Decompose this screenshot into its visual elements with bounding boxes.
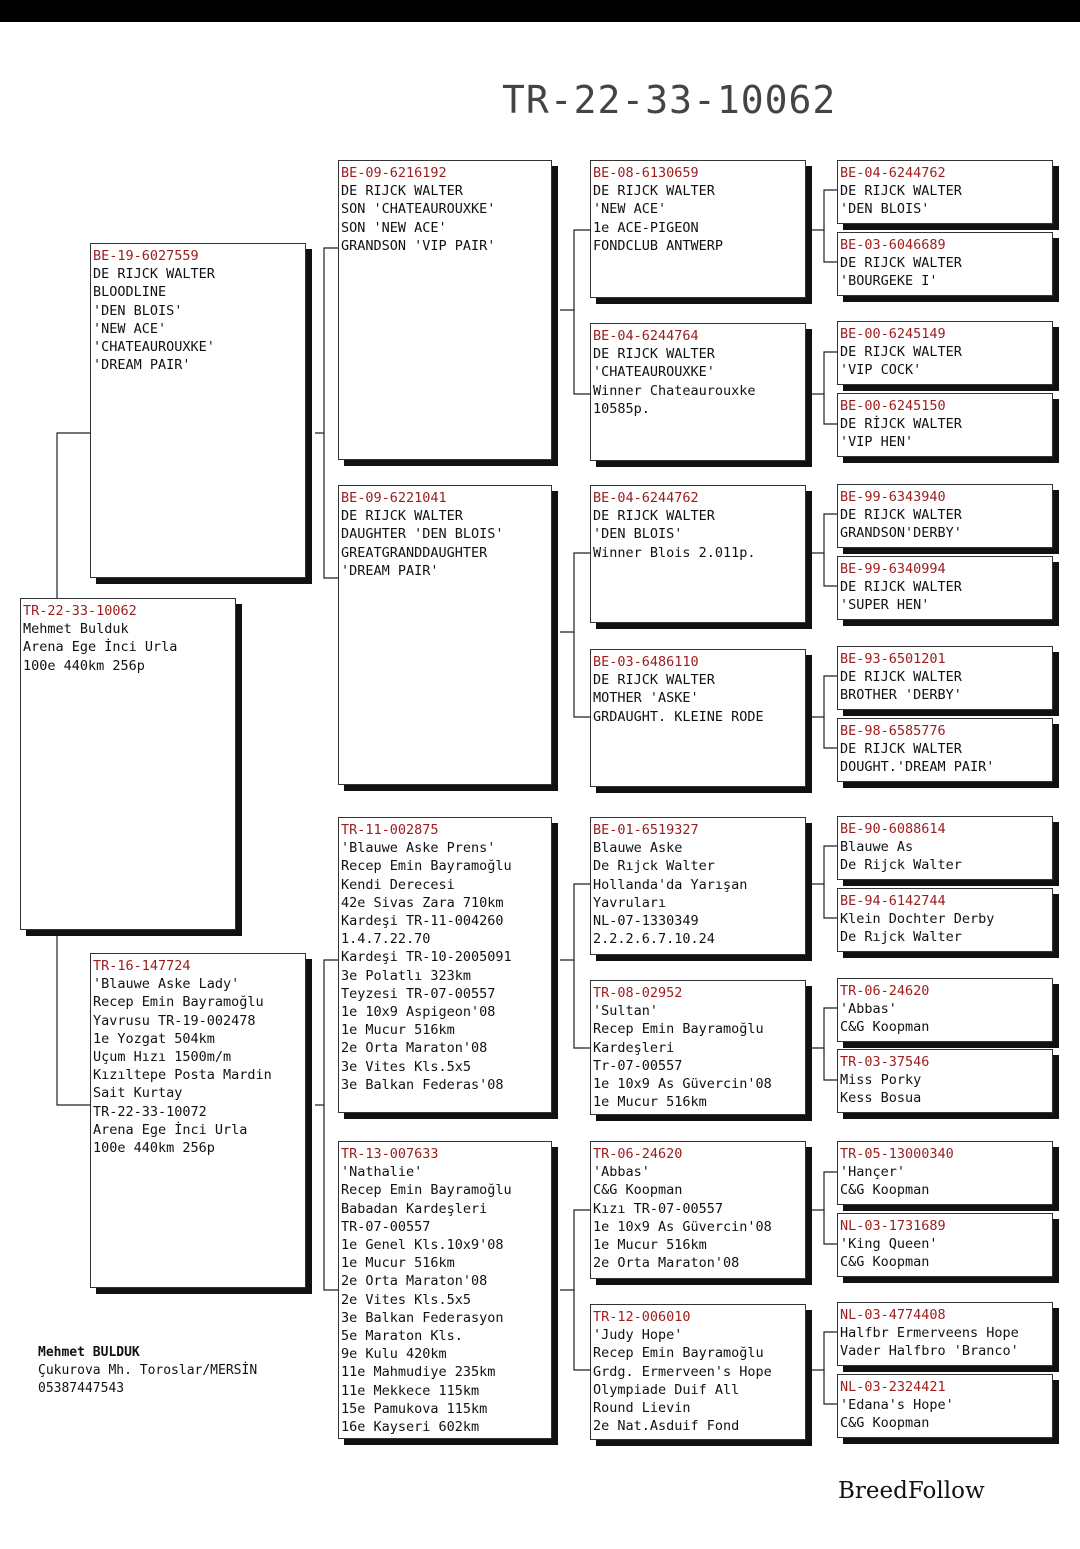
pedigree-card-g4[interactable]	[837, 646, 1053, 710]
card-line: Recep Emin Bayramoğlu	[593, 1021, 764, 1038]
ring-number: BE-98-6585776	[840, 723, 946, 739]
ring-number: BE-99-6343940	[840, 489, 946, 505]
owner-info	[38, 1344, 257, 1398]
card-line: 'DEN BLOIS'	[593, 526, 683, 543]
card-line: 16e Kayseri 602km	[341, 1419, 480, 1436]
card-line: C&G Koopman	[840, 1019, 930, 1036]
card-line: Kendi Derecesi	[341, 876, 455, 893]
pedigree-card-g4[interactable]	[837, 1049, 1053, 1113]
card-line: TR-07-00557	[341, 1218, 431, 1235]
card-line: 'NEW ACE'	[593, 201, 667, 218]
card-line: 2.2.2.6.7.10.24	[593, 931, 715, 948]
card-line: 1e Mucur 516km	[593, 1094, 707, 1111]
ring-number: BE-93-6501201	[840, 651, 946, 667]
card-line: Yavrusu TR-19-002478	[93, 1012, 256, 1029]
card-line: C&G Koopman	[593, 1182, 683, 1199]
ring-number: BE-00-6245149	[840, 326, 946, 342]
card-line: 2e Vites Kls.5x5	[341, 1291, 472, 1308]
card-line: GREATGRANDDAUGHTER	[341, 544, 488, 561]
card-line: 'DREAM PAIR'	[93, 357, 191, 374]
card-line: 'Hançer'	[840, 1164, 906, 1181]
pedigree-card-g3[interactable]	[590, 323, 806, 461]
card-line: DE RIJCK WALTER	[93, 266, 215, 283]
pedigree-card-g3[interactable]	[590, 649, 806, 787]
card-line: 5e Maraton Kls.	[341, 1328, 463, 1345]
card-line: 1e Mucur 516km	[593, 1237, 707, 1254]
owner-name: Mehmet BULDUK	[38, 1345, 140, 1360]
card-line: Recep Emin Bayramoğlu	[93, 994, 264, 1011]
card-line: 1e ACE-PIGEON	[593, 219, 699, 236]
ring-number: BE-09-6216192	[341, 165, 447, 181]
card-line: GRDAUGHT. KLEINE RODE	[593, 708, 764, 725]
card-line: Teyzesi TR-07-00557	[341, 985, 496, 1002]
pedigree-card-g4[interactable]	[837, 232, 1053, 296]
card-line: Miss Porky	[840, 1072, 922, 1089]
card-line: Kızıltepe Posta Mardin	[93, 1067, 272, 1084]
ring-number: TR-22-33-10062	[23, 603, 137, 619]
ring-number: BE-01-6519327	[593, 822, 699, 838]
card-line: 42e Sivas Zara 710km	[341, 894, 504, 911]
card-line: 'VIP COCK'	[840, 362, 922, 379]
pedigree-card-g4[interactable]	[837, 393, 1053, 457]
pedigree-card-g2[interactable]	[338, 160, 552, 460]
card-line: 3e Vites Kls.5x5	[341, 1058, 472, 1075]
ring-number: BE-08-6130659	[593, 165, 699, 181]
owner-address: Çukurova Mh. Toroslar/MERSİN	[38, 1363, 258, 1378]
card-line: 'Blauwe Aske Prens'	[341, 840, 496, 857]
card-line: Kardeşi TR-10-2005091	[341, 949, 512, 966]
card-line: Kızı TR-07-00557	[593, 1200, 724, 1217]
card-line: Blauwe Aske	[593, 840, 683, 857]
card-line: Olympiade Duif All	[593, 1381, 740, 1398]
card-line: 'Sultan'	[593, 1003, 659, 1020]
ring-number: TR-03-37546	[840, 1054, 930, 1070]
card-line: 'DEN BLOIS'	[93, 302, 183, 319]
card-line: 'DREAM PAIR'	[341, 562, 439, 579]
pedigree-card-subject[interactable]	[20, 598, 236, 930]
ring-number: BE-04-6244762	[593, 490, 699, 506]
card-line: 1e Mucur 516km	[341, 1255, 455, 1272]
pedigree-card-g2[interactable]	[338, 485, 552, 785]
card-line: Winner Chateaurouxke	[593, 382, 756, 399]
card-line: 1.4.7.22.70	[341, 931, 431, 948]
ring-number: BE-04-6244764	[593, 328, 699, 344]
card-line: 2e Orta Maraton'08	[341, 1273, 488, 1290]
card-line: 1e Mucur 516km	[341, 1022, 455, 1039]
card-line: Round Lievin	[593, 1400, 691, 1417]
card-line: Arena Ege İnci Urla	[23, 639, 178, 656]
card-line: 'NEW ACE'	[93, 320, 167, 337]
card-line: BROTHER 'DERBY'	[840, 687, 962, 704]
ring-number: NL-03-2324421	[840, 1379, 946, 1395]
card-line: Arena Ege İnci Urla	[93, 1121, 248, 1138]
card-line: 'CHATEAUROUXKE'	[93, 339, 215, 356]
pedigree-card-g4[interactable]	[837, 1374, 1053, 1438]
card-line: 3e Balkan Federas'08	[341, 1076, 504, 1093]
card-line: Sait Kurtay	[93, 1085, 183, 1102]
ring-number: BE-03-6046689	[840, 237, 946, 253]
card-line: Babadan Kardeşleri	[341, 1200, 488, 1217]
card-line: 2e Orta Maraton'08	[341, 1040, 488, 1057]
card-line: DE RIJCK WALTER	[840, 183, 962, 200]
card-line: 9e Kulu 420km	[341, 1346, 447, 1363]
card-line: 100e 440km 256p	[23, 657, 145, 674]
card-line: 3e Balkan Federasyon	[341, 1309, 504, 1326]
ring-number: TR-06-24620	[840, 983, 930, 999]
card-line: DE RIJCK WALTER	[593, 183, 715, 200]
card-line: DE RIJCK WALTER	[593, 672, 715, 689]
card-line: 2e Orta Maraton'08	[593, 1255, 740, 1272]
card-line: Kardeşleri	[593, 1039, 675, 1056]
card-line: Recep Emin Bayramoğlu	[341, 858, 512, 875]
card-line: 11e Mahmudiye 235km	[341, 1364, 496, 1381]
card-line: SON 'CHATEAUROUXKE'	[341, 201, 496, 218]
brand-logo: BreedFollow	[838, 1478, 985, 1504]
card-line: 'Judy Hope'	[593, 1327, 683, 1344]
pedigree-card-g2[interactable]	[338, 1141, 552, 1439]
ring-number: BE-90-6088614	[840, 821, 946, 837]
pedigree-card-g4[interactable]	[837, 978, 1053, 1042]
ring-number: BE-00-6245150	[840, 398, 946, 414]
ring-number: TR-13-007633	[341, 1146, 439, 1162]
ring-number: TR-05-13000340	[840, 1146, 954, 1162]
card-line: Klein Dochter Derby	[840, 911, 995, 928]
card-line: Hollanda'da Yarışan	[593, 876, 748, 893]
ring-number: TR-11-002875	[341, 822, 439, 838]
card-line: BLOODLINE	[93, 284, 167, 301]
card-line: MOTHER 'ASKE'	[593, 690, 699, 707]
card-line: SON 'NEW ACE'	[341, 219, 447, 236]
card-line: Vader Halfbro 'Branco'	[840, 1343, 1019, 1360]
card-line: DE RİJCK WALTER	[840, 416, 962, 433]
card-line: 10585p.	[593, 400, 650, 417]
pedigree-card-g4[interactable]	[837, 1302, 1053, 1366]
card-line: 11e Mekkece 115km	[341, 1382, 480, 1399]
ring-number: BE-04-6244762	[840, 165, 946, 181]
owner-phone[interactable]: 05387447543	[38, 1381, 125, 1396]
card-line: DE RIJCK WALTER	[840, 741, 962, 758]
card-line: C&G Koopman	[840, 1254, 930, 1271]
card-line: Grdg. Ermerveen's Hope	[593, 1363, 772, 1380]
card-line: DE RIJCK WALTER	[593, 346, 715, 363]
card-line: 'SUPER HEN'	[840, 597, 930, 614]
card-line: 'DEN BLOIS'	[840, 201, 930, 218]
ring-number: NL-03-4774408	[840, 1307, 946, 1323]
card-line: DE RIJCK WALTER	[593, 508, 715, 525]
pedigree-card-g3[interactable]	[590, 1141, 806, 1279]
pedigree-card-g3[interactable]	[590, 1304, 806, 1440]
ring-number: BE-09-6221041	[341, 490, 447, 506]
card-line: 3e Polatlı 323km	[341, 967, 472, 984]
card-line: DE RIJCK WALTER	[840, 344, 962, 361]
pedigree-card-g4[interactable]	[837, 484, 1053, 548]
card-line: FONDCLUB ANTWERP	[593, 237, 724, 254]
card-line: 'Blauwe Aske Lady'	[93, 976, 240, 993]
card-line: Mehmet Bulduk	[23, 621, 129, 638]
pedigree-card-g3[interactable]	[590, 817, 806, 955]
card-line: DE RIJCK WALTER	[840, 255, 962, 272]
card-line: C&G Koopman	[840, 1415, 930, 1432]
card-line: DE RIJCK WALTER	[341, 183, 463, 200]
card-line: DE RIJCK WALTER	[840, 669, 962, 686]
card-line: 2e Nat.Asduif Fond	[593, 1418, 740, 1435]
pedigree-card-g4[interactable]	[837, 321, 1053, 385]
card-line: 'Nathalie'	[341, 1164, 423, 1181]
pedigree-card-g3[interactable]	[590, 980, 806, 1115]
pedigree-card-g4[interactable]	[837, 1141, 1053, 1205]
ring-number: BE-99-6340994	[840, 561, 946, 577]
card-line: Halfbr Ermerveens Hope	[840, 1325, 1019, 1342]
card-line: 'Abbas'	[840, 1001, 897, 1018]
card-line: 'CHATEAUROUXKE'	[593, 364, 715, 381]
pedigree-card-g3[interactable]	[590, 160, 806, 298]
card-line: 1e 10x9 As Güvercin'08	[593, 1076, 772, 1093]
ring-number: BE-94-6142744	[840, 893, 946, 909]
card-line: DE RIJCK WALTER	[840, 579, 962, 596]
card-line: Kardeşi TR-11-004260	[341, 913, 504, 930]
card-line: 15e Pamukova 115km	[341, 1400, 488, 1417]
card-line: 100e 440km 256p	[93, 1140, 215, 1157]
pedigree-card-g4[interactable]	[837, 888, 1053, 952]
card-line: Yavruları	[593, 894, 667, 911]
card-line: 1e Genel Kls.10x9'08	[341, 1237, 504, 1254]
ring-number: BE-03-6486110	[593, 654, 699, 670]
pedigree-card-dam[interactable]	[90, 953, 306, 1288]
pedigree-card-g4[interactable]	[837, 556, 1053, 620]
pedigree-card-g4[interactable]	[837, 718, 1053, 782]
card-line: Blauwe As	[840, 839, 914, 856]
card-line: Recep Emin Bayramoğlu	[341, 1182, 512, 1199]
card-line: 'Abbas'	[593, 1164, 650, 1181]
card-line: 1e 10x9 As Güvercin'08	[593, 1218, 772, 1235]
ring-number: TR-08-02952	[593, 985, 683, 1001]
card-line: DOUGHT.'DREAM PAIR'	[840, 759, 995, 776]
card-line: Tr-07-00557	[593, 1057, 683, 1074]
pedigree-card-g4[interactable]	[837, 1213, 1053, 1277]
card-line: Winner Blois 2.011p.	[593, 544, 756, 561]
card-line: GRANDSON'DERBY'	[840, 525, 962, 542]
page-title: TR-22-33-10062	[502, 78, 837, 122]
ring-number: BE-19-6027559	[93, 248, 199, 264]
card-line: C&G Koopman	[840, 1182, 930, 1199]
ring-number: TR-12-006010	[593, 1309, 691, 1325]
card-line: 'VIP HEN'	[840, 434, 914, 451]
card-line: Recep Emin Bayramoğlu	[593, 1345, 764, 1362]
card-line: DAUGHTER 'DEN BLOIS'	[341, 526, 504, 543]
card-line: De Rıjck Walter	[593, 858, 715, 875]
pedigree-card-g2[interactable]	[338, 817, 552, 1113]
ring-number: TR-06-24620	[593, 1146, 683, 1162]
card-line: 1e 10x9 Aspigeon'08	[341, 1004, 496, 1021]
card-line: De Rijck Walter	[840, 857, 962, 874]
card-line: 'King Queen'	[840, 1236, 938, 1253]
card-line: 'BOURGEKE I'	[840, 273, 938, 290]
ring-number: TR-16-147724	[93, 958, 191, 974]
card-line: De Rıjck Walter	[840, 929, 962, 946]
pedigree-card-sire[interactable]	[90, 243, 306, 578]
card-line: GRANDSON 'VIP PAIR'	[341, 237, 496, 254]
card-line: Uçum Hızı 1500m/m	[93, 1049, 232, 1066]
card-line: 1e Yozgat 504km	[93, 1030, 215, 1047]
card-line: DE RIJCK WALTER	[840, 507, 962, 524]
card-line: NL-07-1330349	[593, 913, 699, 930]
pedigree-card-g3[interactable]	[590, 485, 806, 623]
pedigree-card-g4[interactable]	[837, 816, 1053, 880]
card-line: 'Edana's Hope'	[840, 1397, 954, 1414]
pedigree-card-g4[interactable]	[837, 160, 1053, 224]
card-line: TR-22-33-10072	[93, 1103, 207, 1120]
card-line: Kess Bosua	[840, 1090, 922, 1107]
card-line: DE RIJCK WALTER	[341, 508, 463, 525]
ring-number: NL-03-1731689	[840, 1218, 946, 1234]
